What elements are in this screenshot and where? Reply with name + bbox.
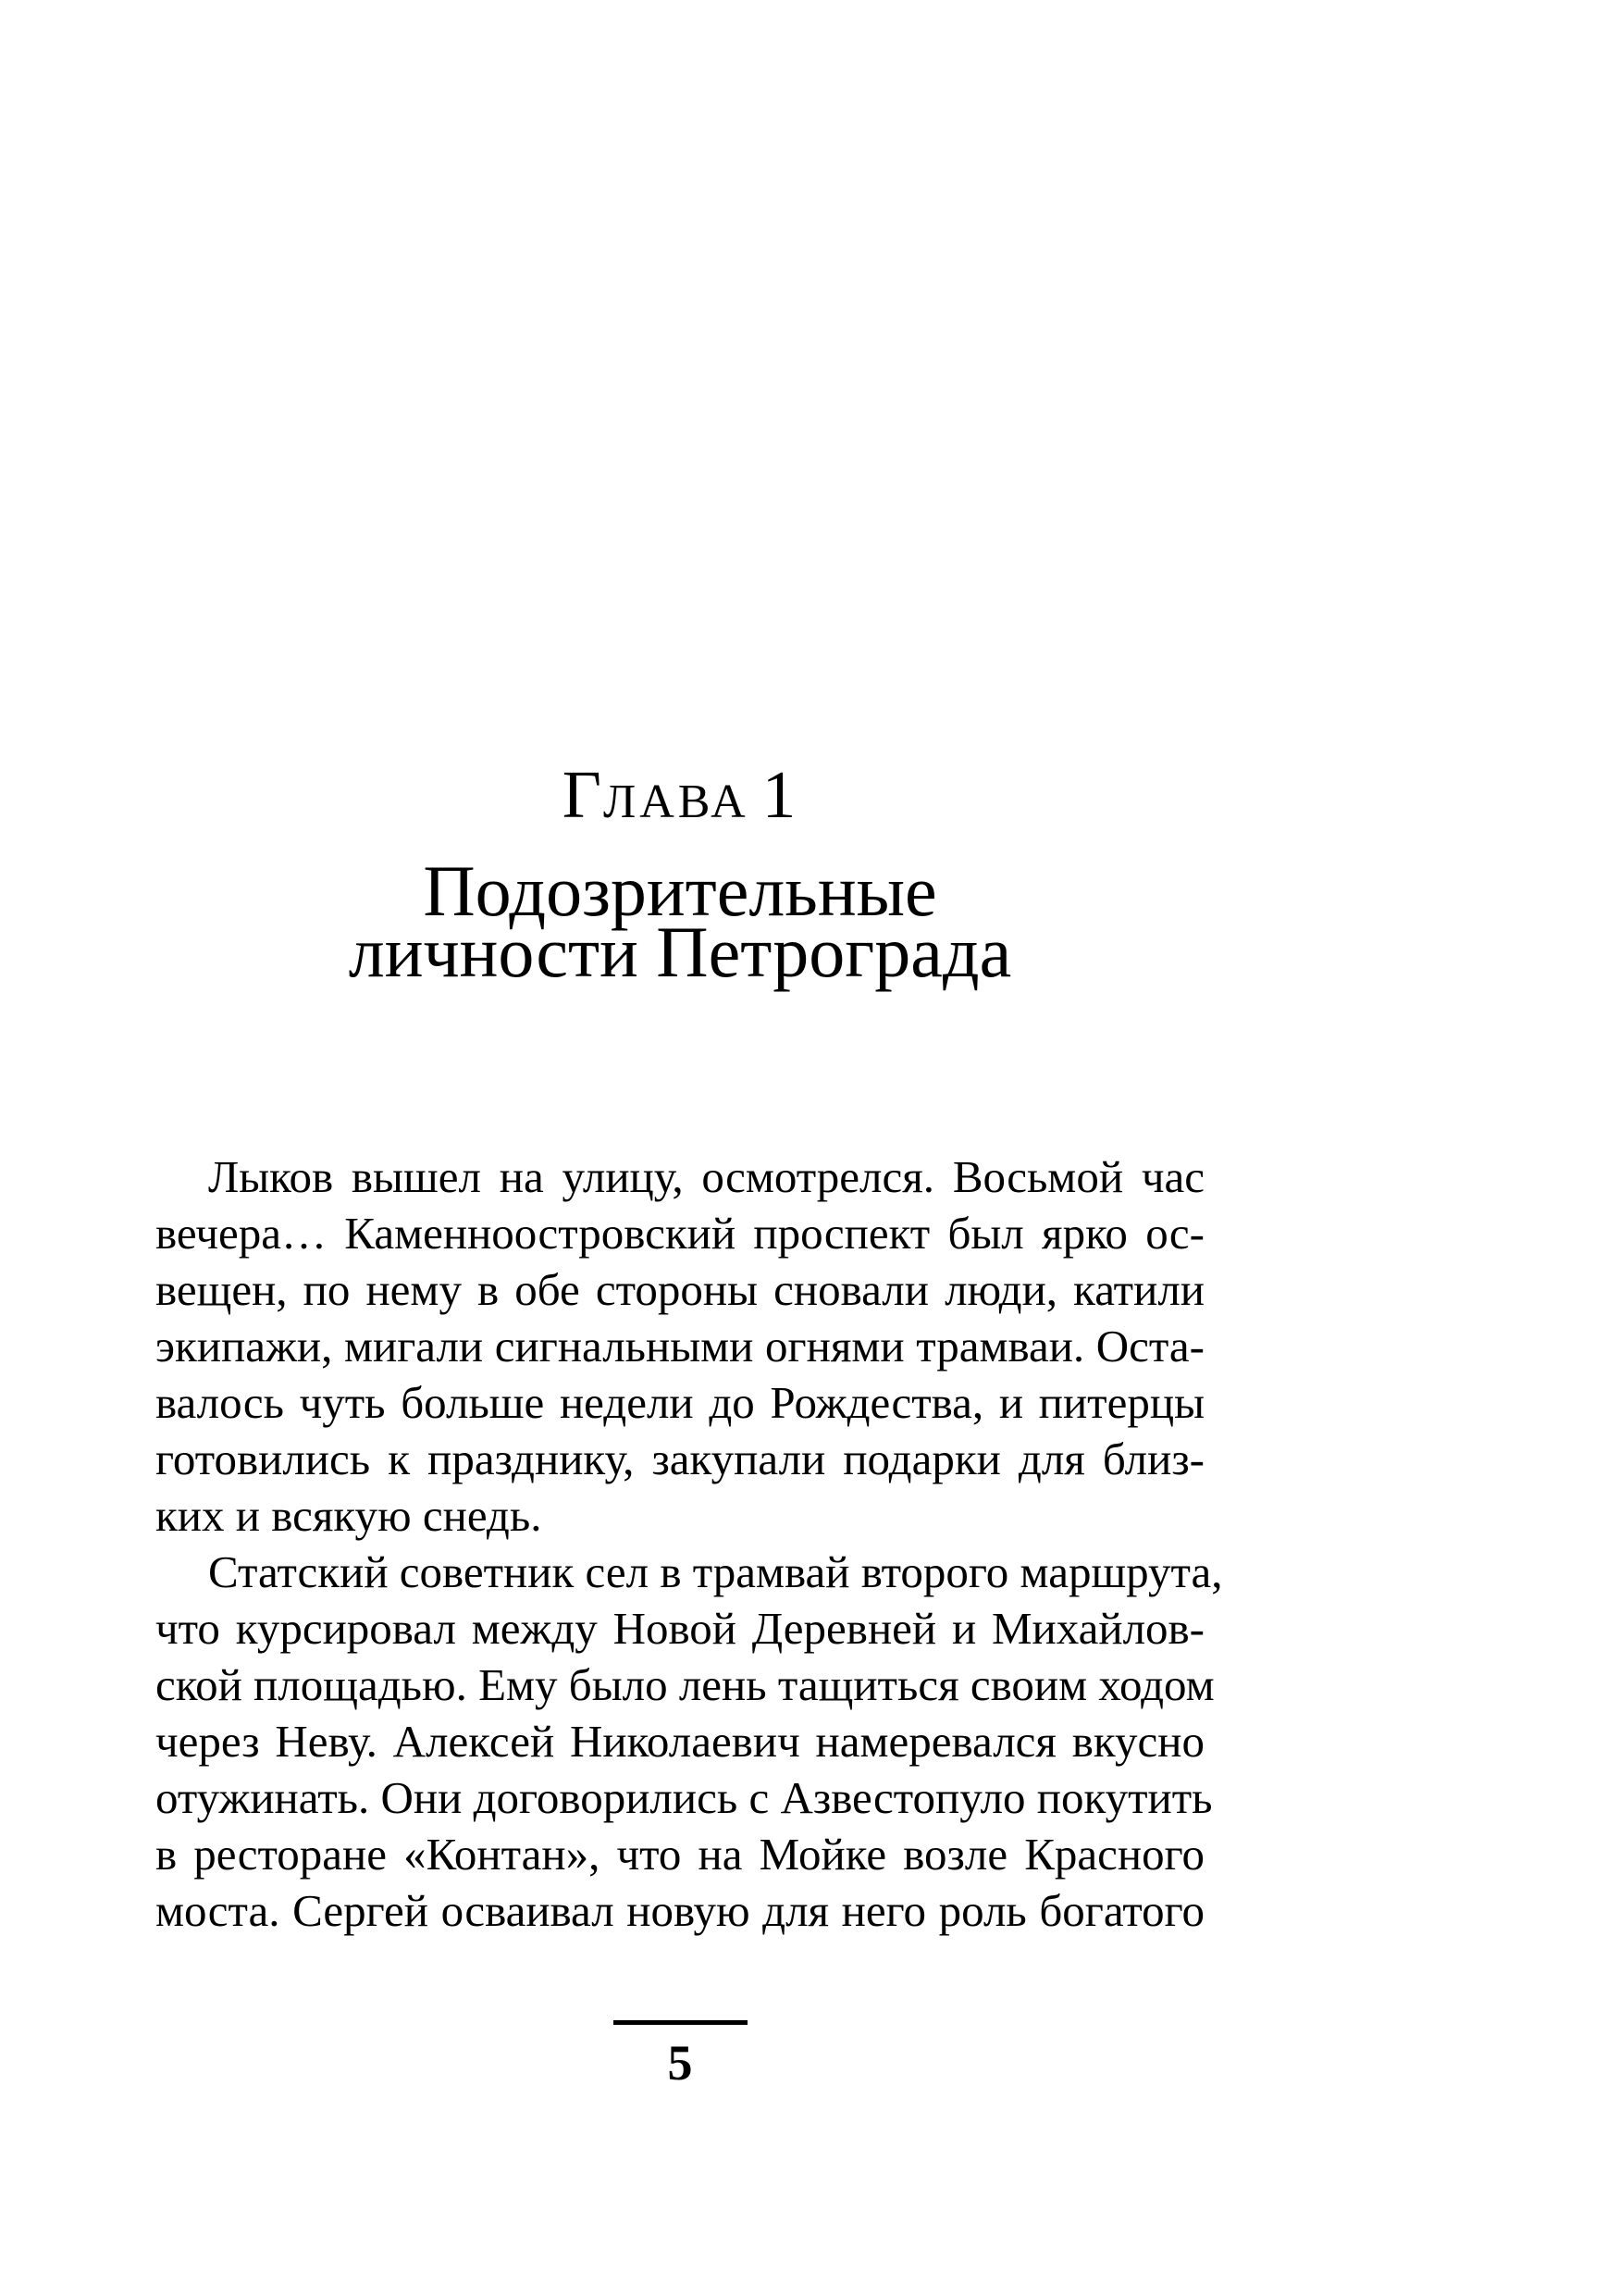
text-line: вещен, по нему в обе стороны сновали люди, катили (155, 1264, 1205, 1315)
page-number: 5 (667, 2035, 693, 2091)
footer-divider (613, 2020, 748, 2025)
chapter-number-heading (155, 757, 1205, 837)
body-text (155, 1148, 1223, 1939)
text-line: через Неву. Алексей Николаевич намеревался вкусно (155, 1716, 1205, 1767)
chapter-title (155, 850, 1205, 992)
text-line: вечера… Каменноостровский проспект был ярко ос- (155, 1208, 1205, 1259)
text-line: Статский советник сел в трамвай второго маршрута, (208, 1546, 1223, 1597)
text-line: валось чуть больше недели до Рождества, и питерцы (155, 1377, 1205, 1428)
text-line: экипажи, мигали сигнальными огнями трамваи. Оста- (155, 1321, 1205, 1371)
chapter-title-line-1: Подозрительные (423, 850, 937, 931)
chapter-word-smallcaps: ЛАВА (602, 776, 749, 828)
chapter-word-initial: Г (562, 757, 603, 832)
paragraph (155, 1148, 1205, 1544)
text-line: отужинать. Они договорились с Азвестопуло покутить (155, 1772, 1213, 1823)
text-line: в ресторане «Контан», что на Мойке возле Красного (155, 1829, 1205, 1880)
text-line: ких и всякую снедь. (155, 1490, 542, 1541)
text-line: ской площадью. Ему было лень тащиться своим ходом (155, 1659, 1215, 1710)
text-line: что курсировал между Новой Деревней и Михайлов- (155, 1603, 1205, 1654)
text-line: Лыков вышел на улицу, осмотрелся. Восьмой час (208, 1151, 1205, 1202)
text-line: готовились к празднику, закупали подарки для близ- (155, 1433, 1205, 1484)
chapter-number-digit: 1 (761, 757, 798, 832)
chapter-title-line-2: личности Петрограда (348, 912, 1012, 992)
paragraph (155, 1544, 1223, 1939)
text-line: моста. Сергей осваивал новую для него роль богатого (155, 1885, 1205, 1936)
